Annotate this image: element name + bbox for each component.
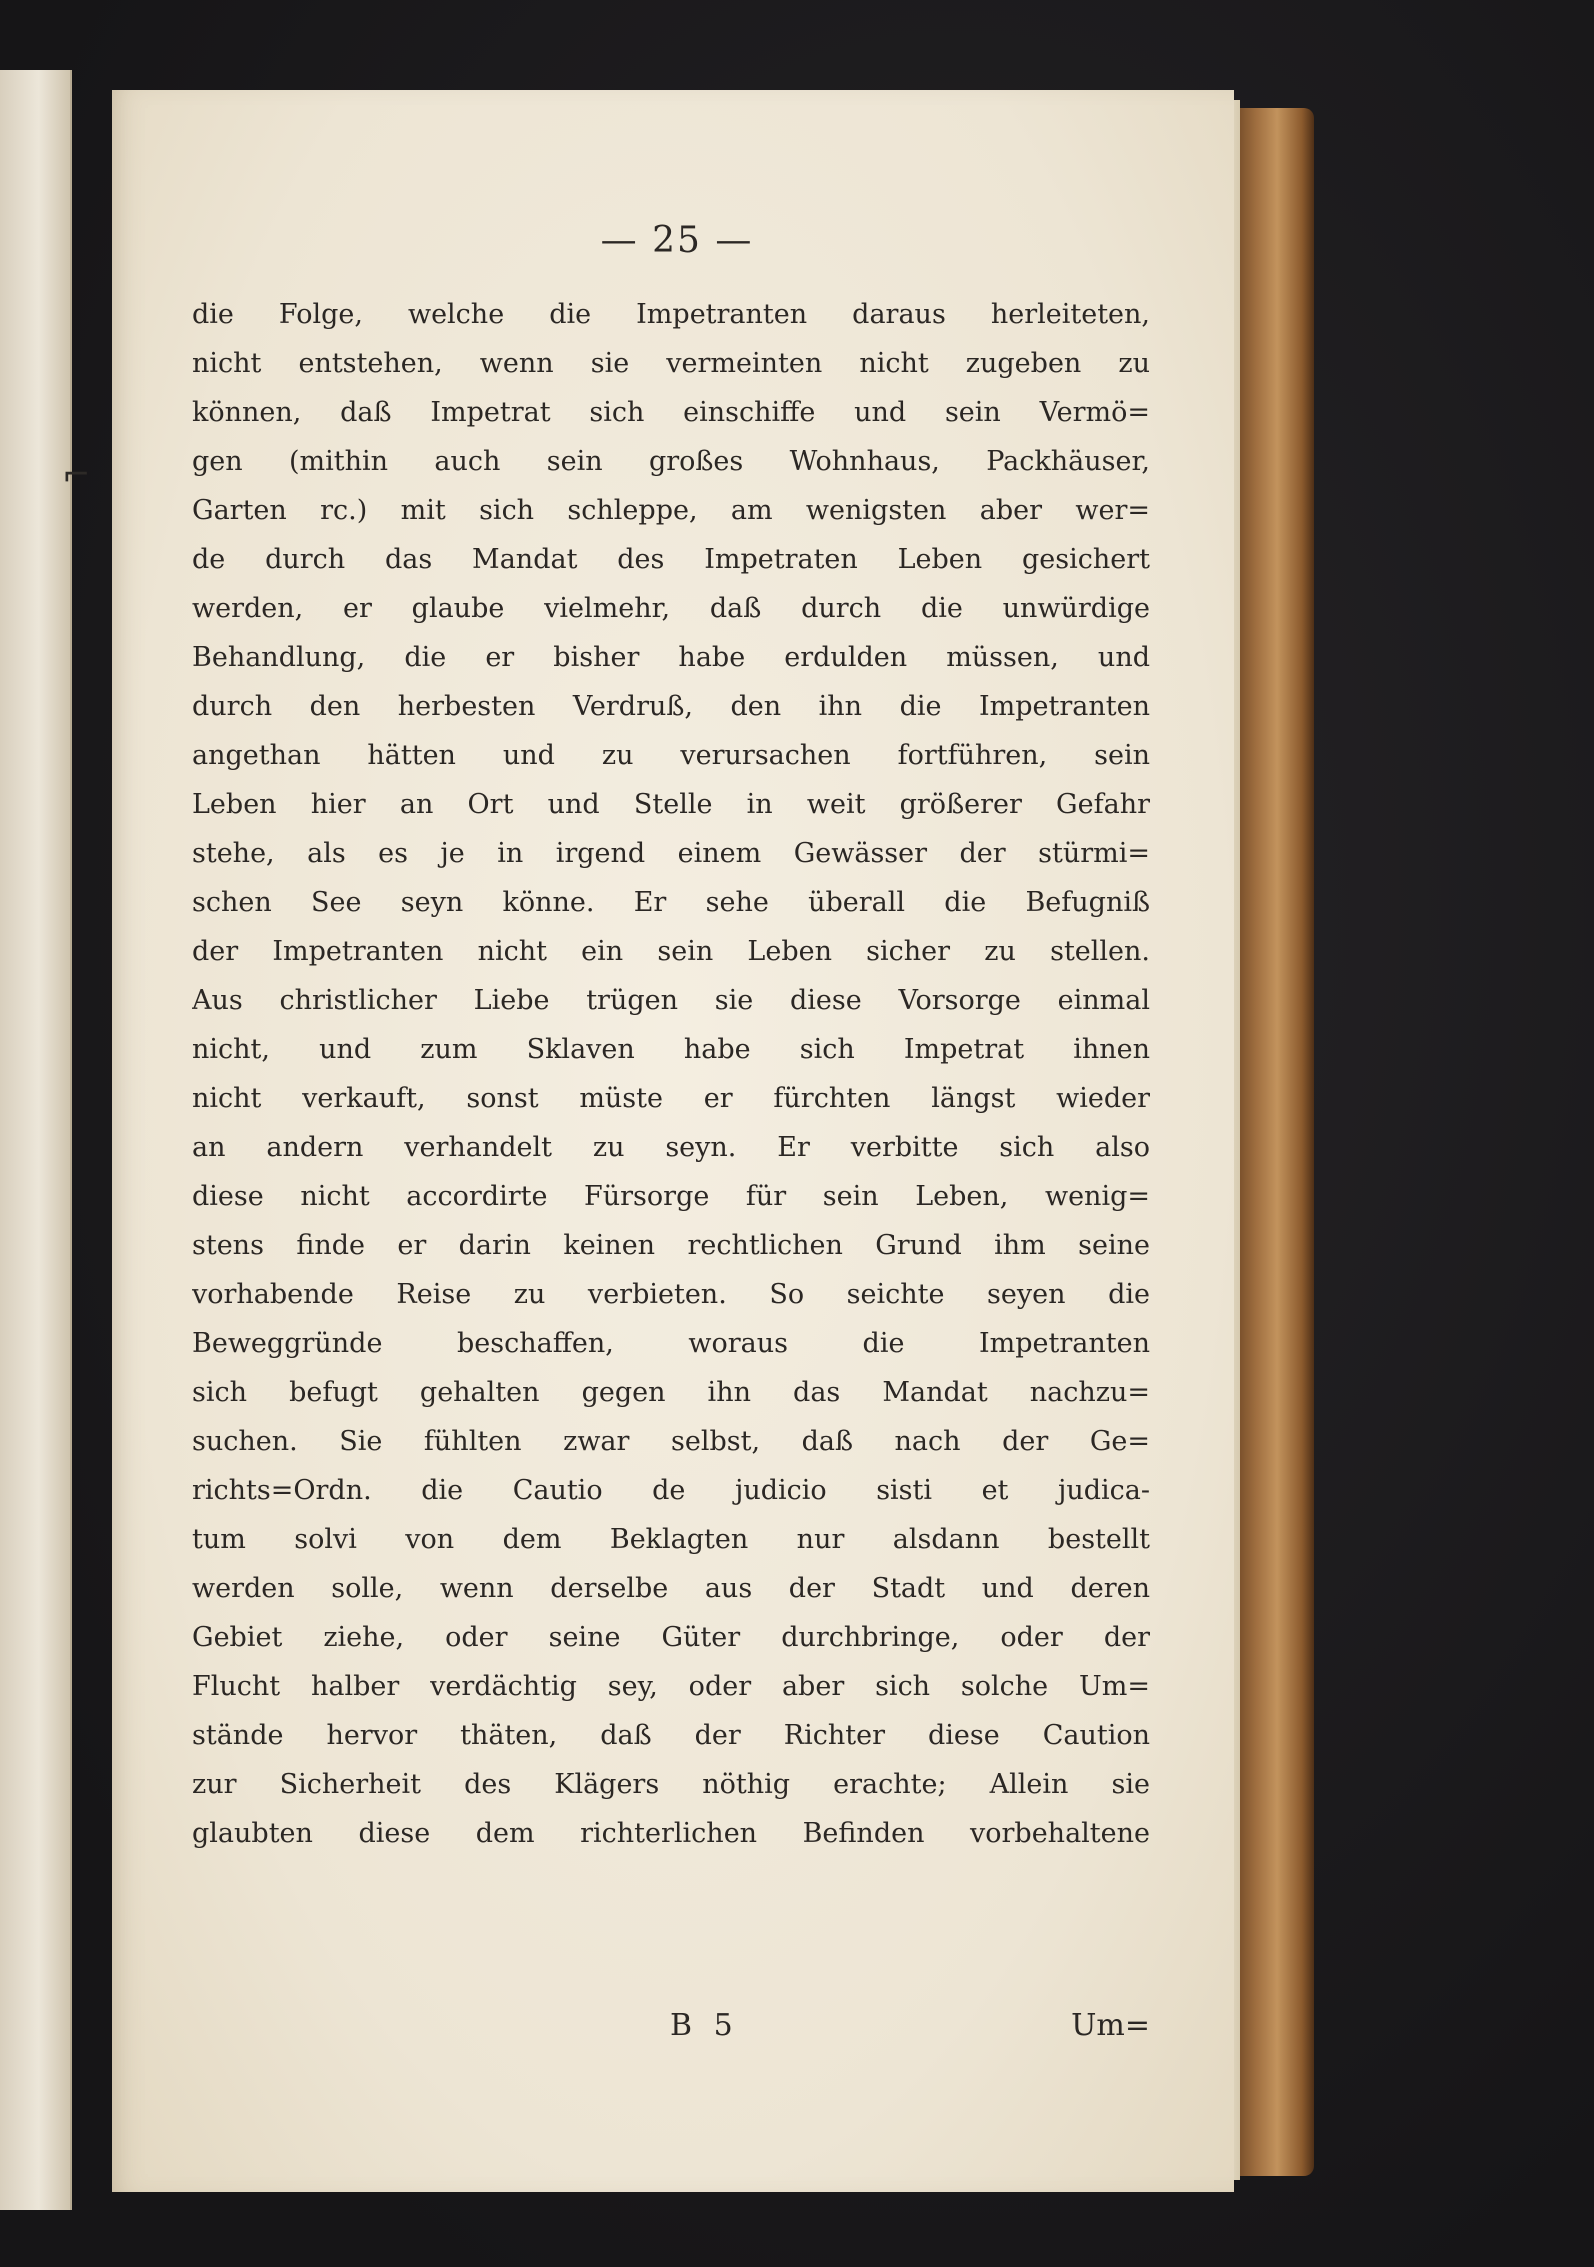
- text-line: Gebiet ziehe, oder seine Güter durchbringe, oder der: [192, 1622, 1150, 1653]
- text-line: durch den herbesten Verdruß, den ihn die Impetranten: [192, 691, 1150, 722]
- page-number-header: — 25 —: [600, 220, 754, 261]
- facing-page-edge: [0, 70, 72, 2210]
- text-line: stens finde er darin keinen rechtlichen Grund ihm seine: [192, 1230, 1150, 1261]
- text-line: sich befugt gehalten gegen ihn das Mandat nachzu=: [192, 1377, 1150, 1408]
- text-line: vorhabende Reise zu verbieten. So seichte seyen die: [192, 1279, 1150, 1310]
- text-line: Beweggründe beschaffen, woraus die Impetranten: [192, 1328, 1150, 1359]
- text-line: gen (mithin auch sein großes Wohnhaus, Packhäuser,: [192, 446, 1150, 477]
- margin-pencil-mark: ⌐: [62, 455, 91, 495]
- text-line: schen See seyn könne. Er sehe überall die Befugniß: [192, 887, 1150, 918]
- book-page: [112, 90, 1234, 2192]
- text-line: Leben hier an Ort und Stelle in weit größerer Gefahr: [192, 789, 1150, 820]
- text-line: an andern verhandelt zu seyn. Er verbitte sich also: [192, 1132, 1150, 1163]
- text-line: nicht, und zum Sklaven habe sich Impetrat ihnen: [192, 1034, 1150, 1065]
- catchword: Um=: [1071, 2008, 1150, 2043]
- text-line: Flucht halber verdächtig sey, oder aber sich solche Um=: [192, 1671, 1150, 1702]
- text-line: tum solvi von dem Beklagten nur alsdann bestellt: [192, 1524, 1150, 1555]
- text-line: werden, er glaube vielmehr, daß durch die unwürdige: [192, 593, 1150, 624]
- book-cover-edge: [1232, 108, 1314, 2176]
- text-line: zur Sicherheit des Klägers nöthig erachte; Allein sie: [192, 1769, 1150, 1800]
- text-line: Behandlung, die er bisher habe erdulden müssen, und: [192, 642, 1150, 673]
- text-line: nicht verkauft, sonst müste er fürchten längst wieder: [192, 1083, 1150, 1114]
- text-line: de durch das Mandat des Impetraten Leben gesichert: [192, 544, 1150, 575]
- text-line: der Impetranten nicht ein sein Leben sicher zu stellen.: [192, 936, 1150, 967]
- page-footer: [192, 2008, 1150, 2058]
- text-line: stehe, als es je in irgend einem Gewässer der stürmi=: [192, 838, 1150, 869]
- signature-mark: B 5: [670, 2008, 739, 2043]
- text-line: die Folge, welche die Impetranten daraus herleiteten,: [192, 299, 1150, 330]
- text-line: suchen. Sie fühlten zwar selbst, daß nach der Ge=: [192, 1426, 1150, 1457]
- text-line: diese nicht accordirte Fürsorge für sein Leben, wenig=: [192, 1181, 1150, 1212]
- text-line: angethan hätten und zu verursachen fortführen, sein: [192, 740, 1150, 771]
- text-line: stände hervor thäten, daß der Richter diese Caution: [192, 1720, 1150, 1751]
- body-text: [192, 290, 1150, 1858]
- text-line: glaubten diese dem richterlichen Befinden vorbehaltene: [192, 1818, 1150, 1849]
- text-line: richts=Ordn. die Cautio de judicio sisti et judica-: [192, 1475, 1150, 1506]
- text-line: Garten rc.) mit sich schleppe, am wenigsten aber wer=: [192, 495, 1150, 526]
- text-line: werden solle, wenn derselbe aus der Stadt und deren: [192, 1573, 1150, 1604]
- text-line: können, daß Impetrat sich einschiffe und sein Vermö=: [192, 397, 1150, 428]
- text-line: Aus christlicher Liebe trügen sie diese Vorsorge einmal: [192, 985, 1150, 1016]
- text-line: nicht entstehen, wenn sie vermeinten nicht zugeben zu: [192, 348, 1150, 379]
